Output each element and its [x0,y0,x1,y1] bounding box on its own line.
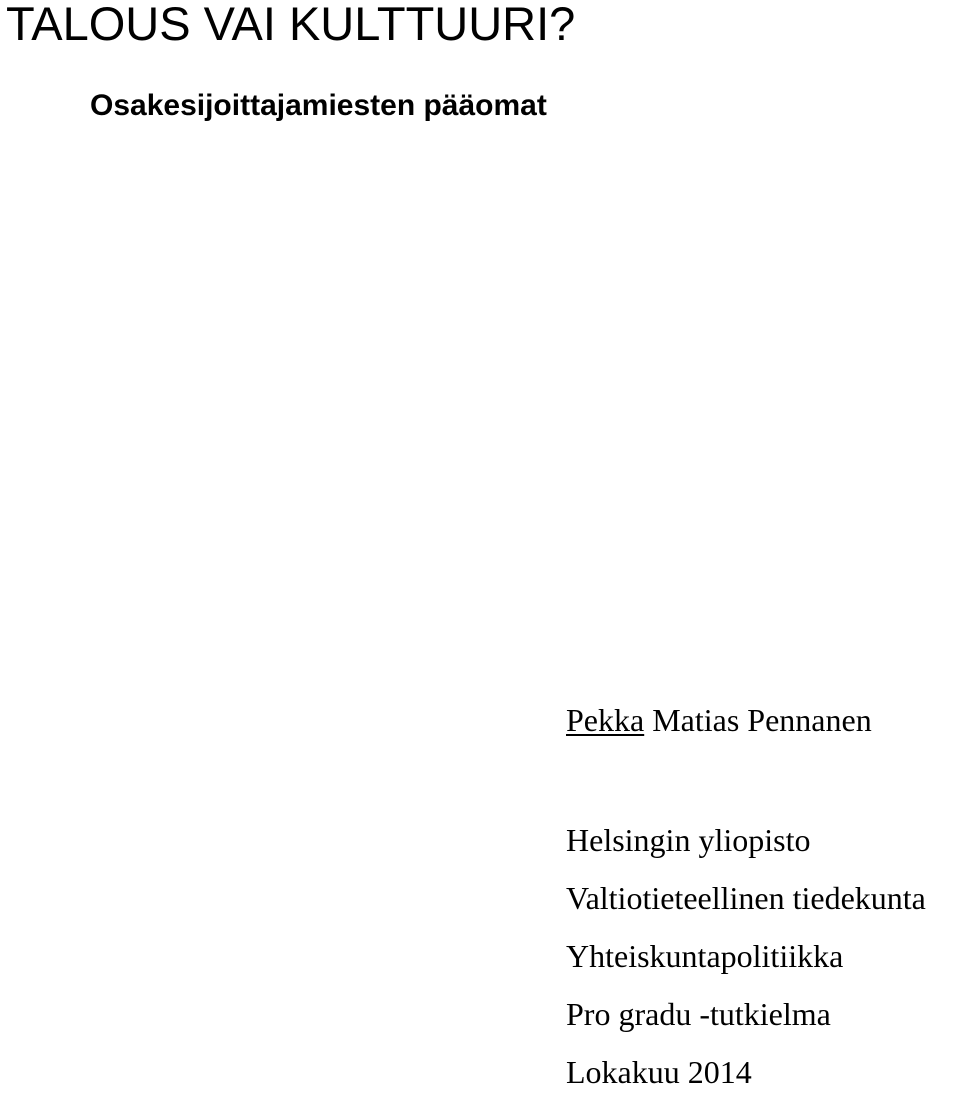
faculty-line: Valtiotieteellinen tiedekunta [566,880,926,916]
thesis-title: TALOUS VAI KULTTUURI? [6,0,576,50]
author-rest-of-name: Matias Pennanen [652,702,872,738]
university-line: Helsingin yliopisto [566,822,811,858]
author-first-name: Pekka [566,702,645,738]
thesis-info-block [566,820,926,1110]
author-name [566,700,872,740]
discipline-line: Yhteiskuntapolitiikka [566,938,844,974]
thesis-type-line: Pro gradu -tutkielma [566,996,831,1032]
thesis-subtitle: Osakesijoittajamiesten pääomat [90,89,547,122]
date-line: Lokakuu 2014 [566,1054,752,1090]
